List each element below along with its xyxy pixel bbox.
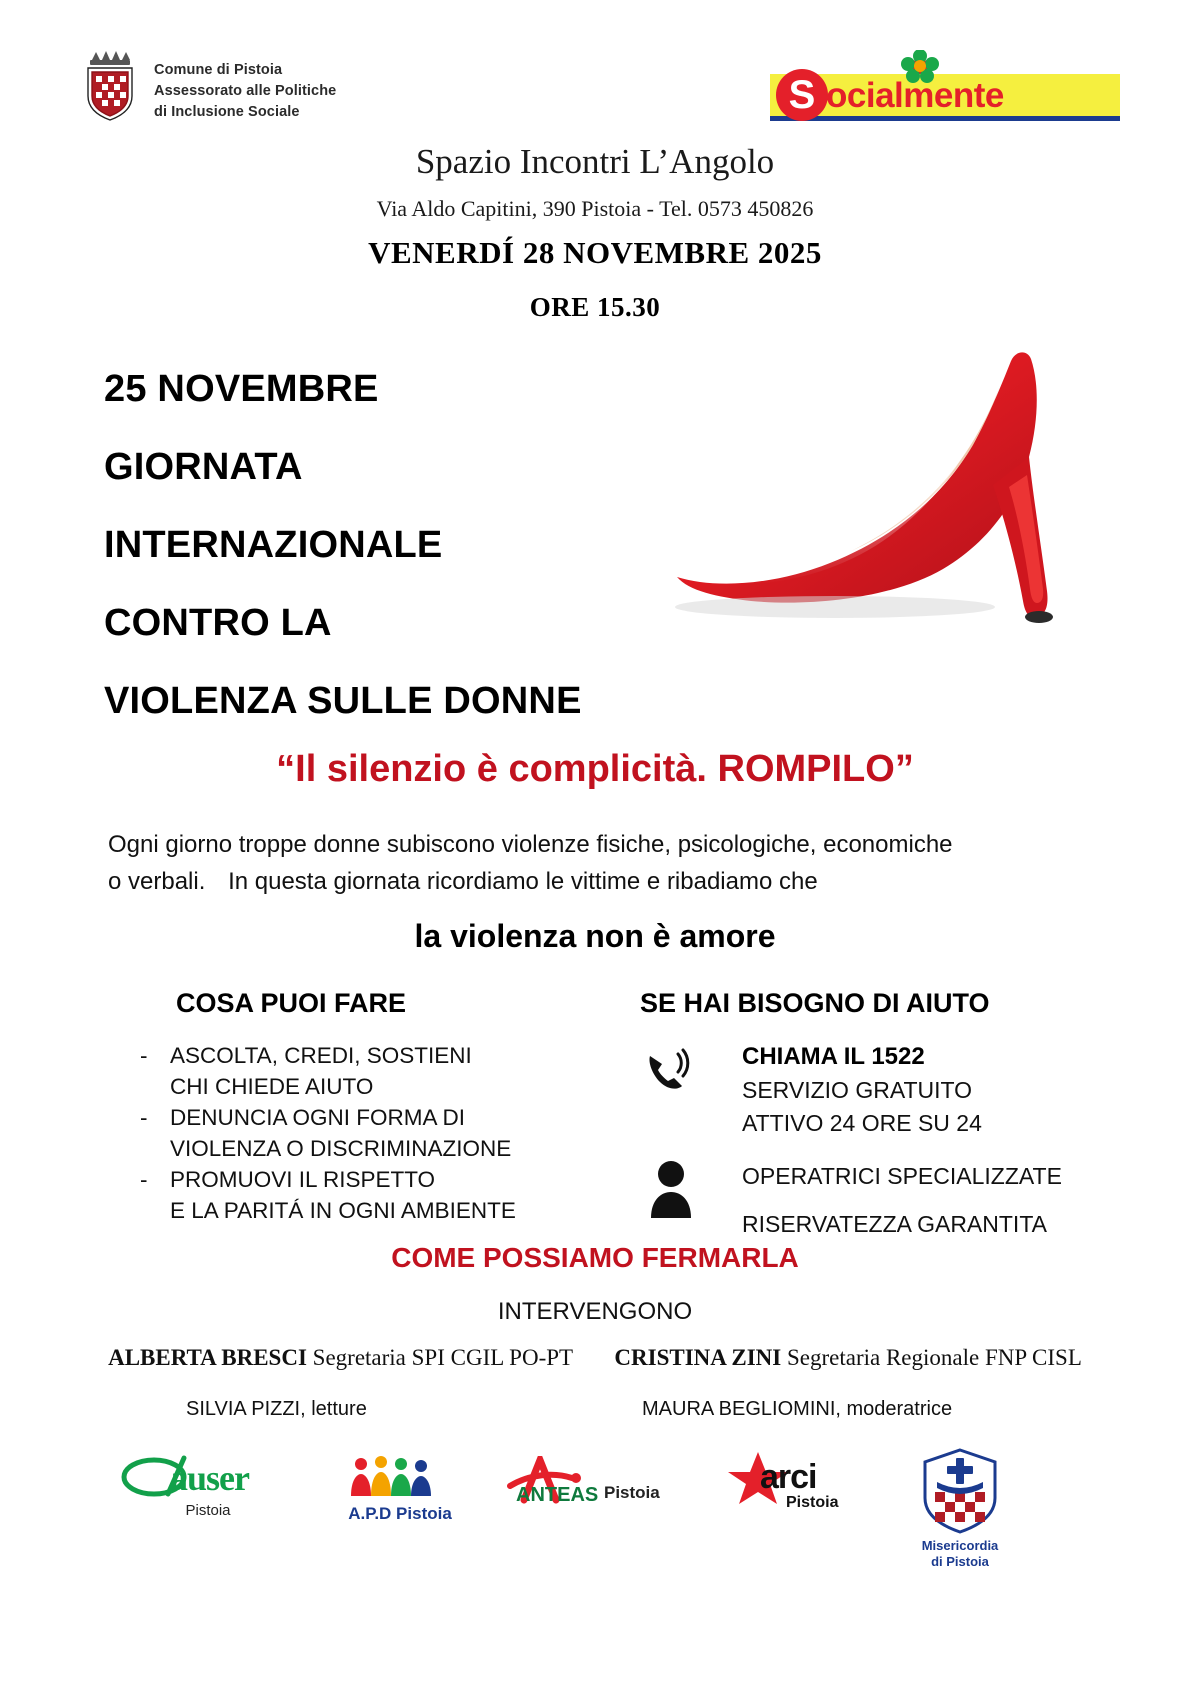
auser-logo-icon: [118, 1454, 298, 1519]
bullet-line-2: CHI CHIEDE AIUTO: [170, 1074, 374, 1099]
anteas-logo-icon: [496, 1456, 686, 1506]
role-moderator: MAURA BEGLIOMINI, moderatrice: [642, 1398, 953, 1420]
arci-wordmark: arci: [760, 1458, 817, 1496]
anteas-city: Pistoia: [604, 1483, 660, 1502]
help-active-hours: ATTIVO 24 ORE SU 24: [742, 1110, 982, 1136]
auser-wordmark: auser: [170, 1458, 249, 1498]
column-right-title: SE HAI BISOGNO DI AIUTO: [640, 988, 990, 1018]
arci-city: Pistoia: [786, 1494, 839, 1511]
speaker-1-role: Segretaria SPI CGIL PO-PT: [312, 1345, 573, 1370]
bullet-dash: -: [140, 1105, 148, 1130]
column-left-title: COSA PUOI FARE: [176, 988, 407, 1018]
misericordia-shield-icon: [890, 1446, 1030, 1569]
anteas-wordmark: ANTEAS: [516, 1484, 599, 1506]
help-contact-block: [742, 1040, 1142, 1140]
intro-line-1: Ogni giorno troppe donne subiscono violenze fisiche, psicologiche, economiche: [108, 831, 953, 858]
help-quality-block: [742, 1152, 1162, 1248]
speakers-line: [0, 1345, 1190, 1371]
speaker-1-name: ALBERTA BRESCI: [108, 1345, 307, 1370]
tagline-text: la violenza non è amore: [414, 918, 776, 954]
list-item: [140, 1040, 570, 1102]
venue-name: Spazio Incontri L’Angolo: [415, 142, 775, 181]
bullet-line-1: PROMUOVI IL RISPETTO: [170, 1167, 436, 1192]
comune-line-3: di Inclusione Sociale: [154, 104, 300, 121]
comune-line-1: Comune di Pistoia: [154, 62, 283, 78]
speaker-2-role: Segretaria Regionale FNP CISL: [786, 1345, 1082, 1370]
arci-star-icon: [726, 1450, 876, 1511]
bullet-dash: -: [140, 1167, 148, 1192]
headline-block: [104, 350, 744, 740]
comune-text-block: [154, 46, 336, 123]
list-item: [140, 1102, 570, 1164]
bullet-line-2: VIOLENZA O DISCRIMINAZIONE: [170, 1136, 512, 1161]
poster-header: [0, 46, 1190, 136]
red-high-heel-shoe-image: [655, 345, 1075, 640]
bullet-dash: -: [140, 1043, 148, 1068]
venue-address: Via Aldo Capitini, 390 Pistoia - Tel. 0573 450826: [376, 196, 814, 221]
comune-branding: [78, 46, 336, 123]
stop-violence-line: COME POSSIAMO FERMARLA: [391, 1242, 799, 1273]
misericordia-line-1: Misericordia: [921, 1538, 999, 1553]
auser-city: Pistoia: [185, 1502, 231, 1519]
person-icon: [648, 1158, 694, 1220]
role-readings: SILVIA PIZZI, letture: [186, 1398, 367, 1420]
bullet-line-1: ASCOLTA, CREDI, SOSTIENI: [170, 1043, 472, 1068]
coat-of-arms-icon: [78, 46, 142, 122]
bullet-line-1: DENUNCIA OGNI FORMA DI: [170, 1105, 466, 1130]
intro-line-2b: In questa giornata ricordiamo le vittime e ribadiamo che: [228, 868, 818, 895]
intro-line-2a: o verbali.: [108, 868, 206, 895]
intro-paragraph: [108, 826, 1018, 900]
sponsor-logos: [0, 1440, 1190, 1580]
apd-people-icon: [330, 1454, 470, 1524]
headline-line-2: GIORNATA: [104, 446, 303, 488]
headline-line-3: INTERNAZIONALE: [104, 524, 443, 566]
headline-line-1: 25 NOVEMBRE: [104, 368, 379, 410]
socialmente-badge-letter: S: [776, 69, 828, 121]
list-item: [140, 1164, 570, 1226]
event-time: ORE 15.30: [529, 292, 661, 322]
help-call-number: CHIAMA IL 1522: [742, 1043, 925, 1070]
speaker-2-name: CRISTINA ZINI: [614, 1345, 782, 1370]
help-privacy: RISERVATEZZA GARANTITA: [742, 1211, 1048, 1237]
comune-line-2: Assessorato alle Politiche: [154, 83, 337, 100]
intervengono-label: INTERVENGONO: [497, 1298, 693, 1325]
bullet-line-2: E LA PARITÁ IN OGNI AMBIENTE: [170, 1198, 516, 1223]
actions-list: [140, 1040, 570, 1226]
socialmente-underline: [770, 116, 1120, 121]
misericordia-line-2: di Pistoia: [931, 1553, 989, 1569]
socialmente-logo: [770, 52, 1120, 122]
help-operators: OPERATRICI SPECIALIZZATE: [742, 1163, 1062, 1189]
headline-line-5: VIOLENZA SULLE DONNE: [104, 680, 582, 722]
slogan-text: “Il silenzio è complicità. ROMPILO”: [276, 748, 914, 790]
event-date: VENERDÍ 28 NOVEMBRE 2025: [368, 235, 822, 270]
socialmente-word: ocialmente: [826, 76, 1004, 115]
phone-ringing-icon: [644, 1048, 696, 1094]
headline-line-4: CONTRO LA: [104, 602, 332, 644]
apd-wordmark: A.P.D Pistoia: [348, 1504, 452, 1523]
help-free-service: SERVIZIO GRATUITO: [742, 1077, 973, 1103]
